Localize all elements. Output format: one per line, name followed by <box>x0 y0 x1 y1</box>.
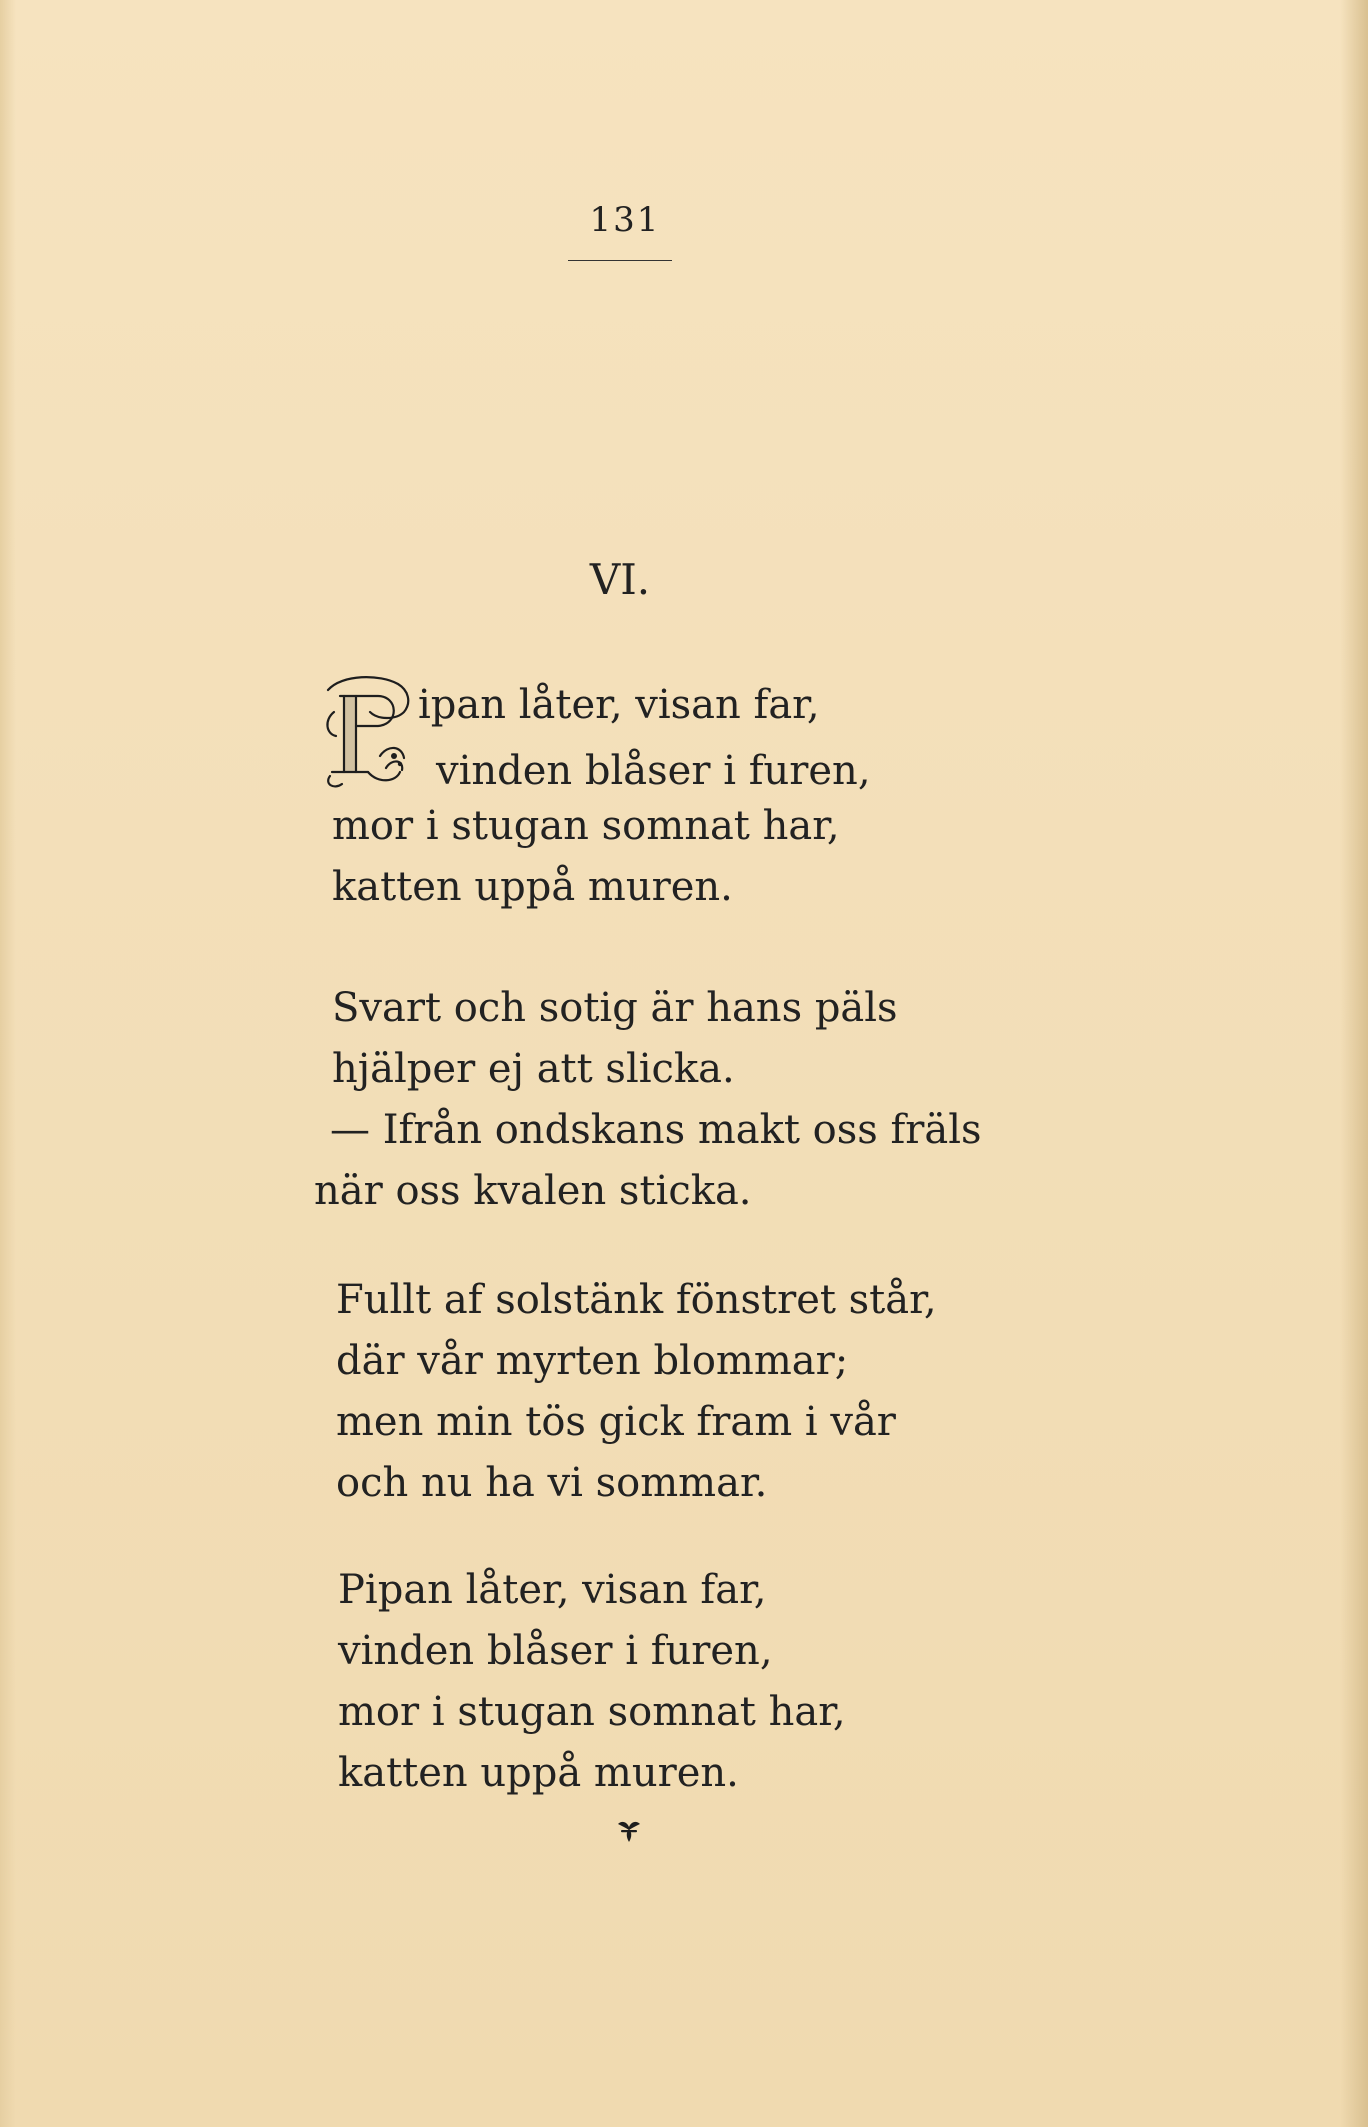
poem-line: hjälper ej att slicka. <box>332 1046 735 1092</box>
section-heading: VI. <box>589 555 651 604</box>
poem-line: ipan låter, visan far, <box>418 682 820 728</box>
poem-line: Pipan låter, visan far, <box>338 1567 767 1613</box>
poem-line: mor i stugan somnat har, <box>332 803 840 849</box>
poem-line: Svart och sotig är hans päls <box>332 985 898 1031</box>
page-edge-shadow <box>1340 0 1368 2127</box>
fleuron-icon <box>616 1818 642 1844</box>
poem-line: Fullt af solstänk fönstret står, <box>336 1277 937 1323</box>
poem-line: när oss kvalen sticka. <box>314 1168 752 1214</box>
stanza-4 <box>338 1560 846 1804</box>
stanza-2 <box>314 978 982 1222</box>
stanza-3 <box>336 1270 937 1514</box>
page-number: 131 <box>589 200 661 240</box>
poem-line: och nu ha vi sommar. <box>336 1460 768 1506</box>
dropcap-p-icon <box>320 672 426 790</box>
poem-line: vinden blåser i furen, <box>436 748 871 794</box>
poem-line: mor i stugan somnat har, <box>338 1689 846 1735</box>
poem-line: katten uppå muren. <box>338 1750 739 1796</box>
page-number-rule <box>568 260 672 261</box>
poem-line: katten uppå muren. <box>332 864 733 910</box>
stanza-1 <box>332 796 840 918</box>
poem-line: vinden blåser i furen, <box>338 1628 773 1674</box>
page-edge-shadow <box>0 0 16 2127</box>
poem-line: men min tös gick fram i vår <box>336 1399 896 1445</box>
poem-line: där vår myrten blommar; <box>336 1338 849 1384</box>
poem-line: — Ifrån ondskans makt oss fräls <box>330 1107 982 1153</box>
